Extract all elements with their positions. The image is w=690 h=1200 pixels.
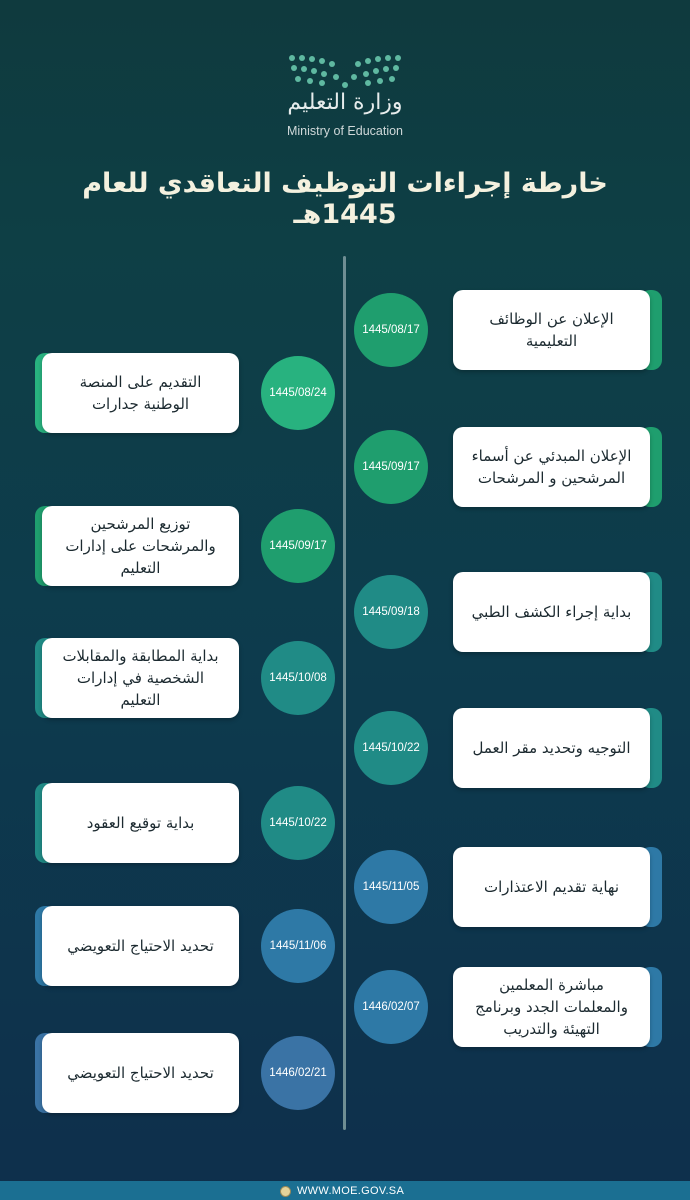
event-date-badge: 1445/08/24: [261, 356, 335, 430]
event-card: [42, 1033, 239, 1113]
event-text-line: التهيئة والتدريب: [503, 1020, 600, 1038]
footer-bar: [0, 1181, 690, 1200]
ministry-logo: [270, 50, 420, 145]
globe-icon: [280, 1186, 291, 1197]
event-card: [453, 967, 650, 1047]
event-text-line: بداية إجراء الكشف الطبي: [471, 603, 632, 621]
event-text-line: والمرشحات على إدارات: [65, 537, 216, 555]
event-text-line: تحديد الاحتياج التعويضي: [67, 937, 214, 955]
event-card: [42, 783, 239, 863]
event-card: [42, 906, 239, 986]
event-text-line: الشخصية في إدارات: [76, 669, 205, 687]
page-title: خارطة إجراءات التوظيف التعاقدي للعام 1445هـ: [82, 168, 608, 230]
event-text-line: بداية توقيع العقود: [86, 814, 195, 832]
event-date-badge: 1445/11/05: [354, 850, 428, 924]
event-date-badge: 1445/09/17: [354, 430, 428, 504]
event-text-line: التقديم على المنصة: [79, 373, 202, 391]
event-date-badge: 1445/09/17: [261, 509, 335, 583]
event-date-badge: 1445/09/18: [354, 575, 428, 649]
event-text-line: المرشحين و المرشحات: [477, 469, 626, 487]
footer-link[interactable]: [280, 1184, 404, 1198]
event-card: [42, 638, 239, 718]
event-text-line: تحديد الاحتياج التعويضي: [67, 1064, 214, 1082]
event-card: [42, 353, 239, 433]
event-text-line: الوطنية جدارات: [91, 395, 190, 413]
event-date-badge: 1446/02/21: [261, 1036, 335, 1110]
event-card: [42, 506, 239, 586]
event-card: [453, 572, 650, 652]
event-text-line: والمعلمات الجدد وبرنامج: [475, 998, 628, 1016]
event-text-line: التعليمية: [525, 332, 578, 350]
event-date-badge: 1446/02/07: [354, 970, 428, 1044]
event-text-line: الإعلان المبدئي عن أسماء: [471, 447, 632, 465]
logo-arabic-text: وزارة التعليم: [287, 90, 403, 115]
event-date-badge: 1445/10/22: [354, 711, 428, 785]
event-text-line: التوجيه وتحديد مقر العمل: [472, 739, 631, 757]
event-card: [453, 290, 650, 370]
website-url[interactable]: WWW.MOE.GOV.SA: [297, 1185, 405, 1197]
event-card: [453, 847, 650, 927]
event-text-line: توزيع المرشحين: [90, 515, 191, 533]
timeline-axis: [343, 256, 346, 1130]
event-card: [453, 427, 650, 507]
event-date-badge: 1445/10/22: [261, 786, 335, 860]
event-text-line: التعليم: [120, 691, 161, 709]
event-date-badge: 1445/11/06: [261, 909, 335, 983]
logo-english-text: Ministry of Education: [286, 124, 404, 138]
event-text-line: مباشرة المعلمين: [499, 976, 604, 994]
event-date-badge: 1445/10/08: [261, 641, 335, 715]
event-text-line: بداية المطابقة والمقابلات: [62, 647, 219, 665]
event-text-line: الإعلان عن الوظائف: [489, 310, 614, 328]
event-card: [453, 708, 650, 788]
event-text-line: نهاية تقديم الاعتذارات: [484, 878, 619, 896]
event-text-line: التعليم: [120, 559, 161, 577]
event-date-badge: 1445/08/17: [354, 293, 428, 367]
logo-dots-icon: [286, 52, 404, 90]
